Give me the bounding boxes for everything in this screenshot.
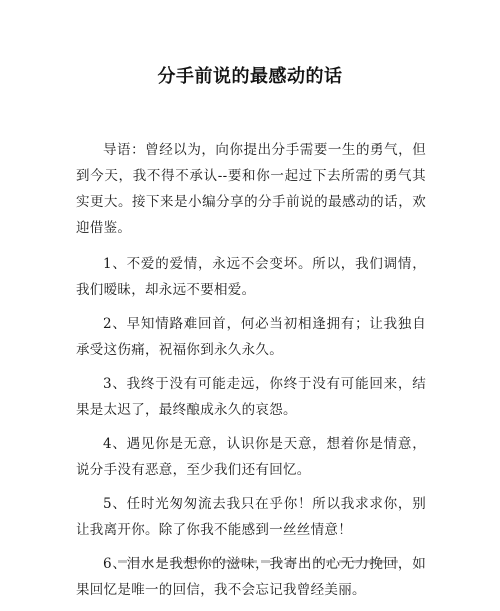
quote-paragraph-1: 1、不爱的爱情，永远不会变坏。所以，我们调情，我们暧昧，却永远不要相爱。 [76, 256, 426, 298]
intro-paragraph: 导语：曾经以为，向你提出分手需要一生的勇气，但到今天，我不得不承认--要和你一起过下去所需的勇气其实更大。接下来是小编分享的分手前说的最感动的话，欢迎借鉴。 [76, 142, 426, 236]
quote-paragraph-3: 3、我终于没有可能走远，你终于没有可能回来，结果是太迟了，最终酿成永久的哀怨。 [76, 376, 426, 418]
document-title: 分手前说的最感动的话 [157, 66, 343, 87]
quote-paragraph-6: 6、泪水是我想你的滋味，我寄出的心无力挽回，如果回忆是唯一的回信，我不会忘记我曾经美丽。 [76, 556, 426, 598]
quote-paragraph-5: 5、任时光匆匆流去我只在乎你！所以我求求你，别让我离开你。除了你我不能感到一丝丝情意！ [76, 496, 426, 538]
cut-off-next-line [118, 557, 398, 565]
quote-paragraph-2: 2、早知情路难回首，何必当初相逢拥有；让我独自承受这伤痛，祝福你到永久永久。 [76, 316, 426, 358]
quote-paragraph-4: 4、遇见你是无意，认识你是天意，想着你是情意，说分手没有恶意，至少我们还有回忆。 [76, 436, 426, 478]
document-body [76, 137, 426, 611]
